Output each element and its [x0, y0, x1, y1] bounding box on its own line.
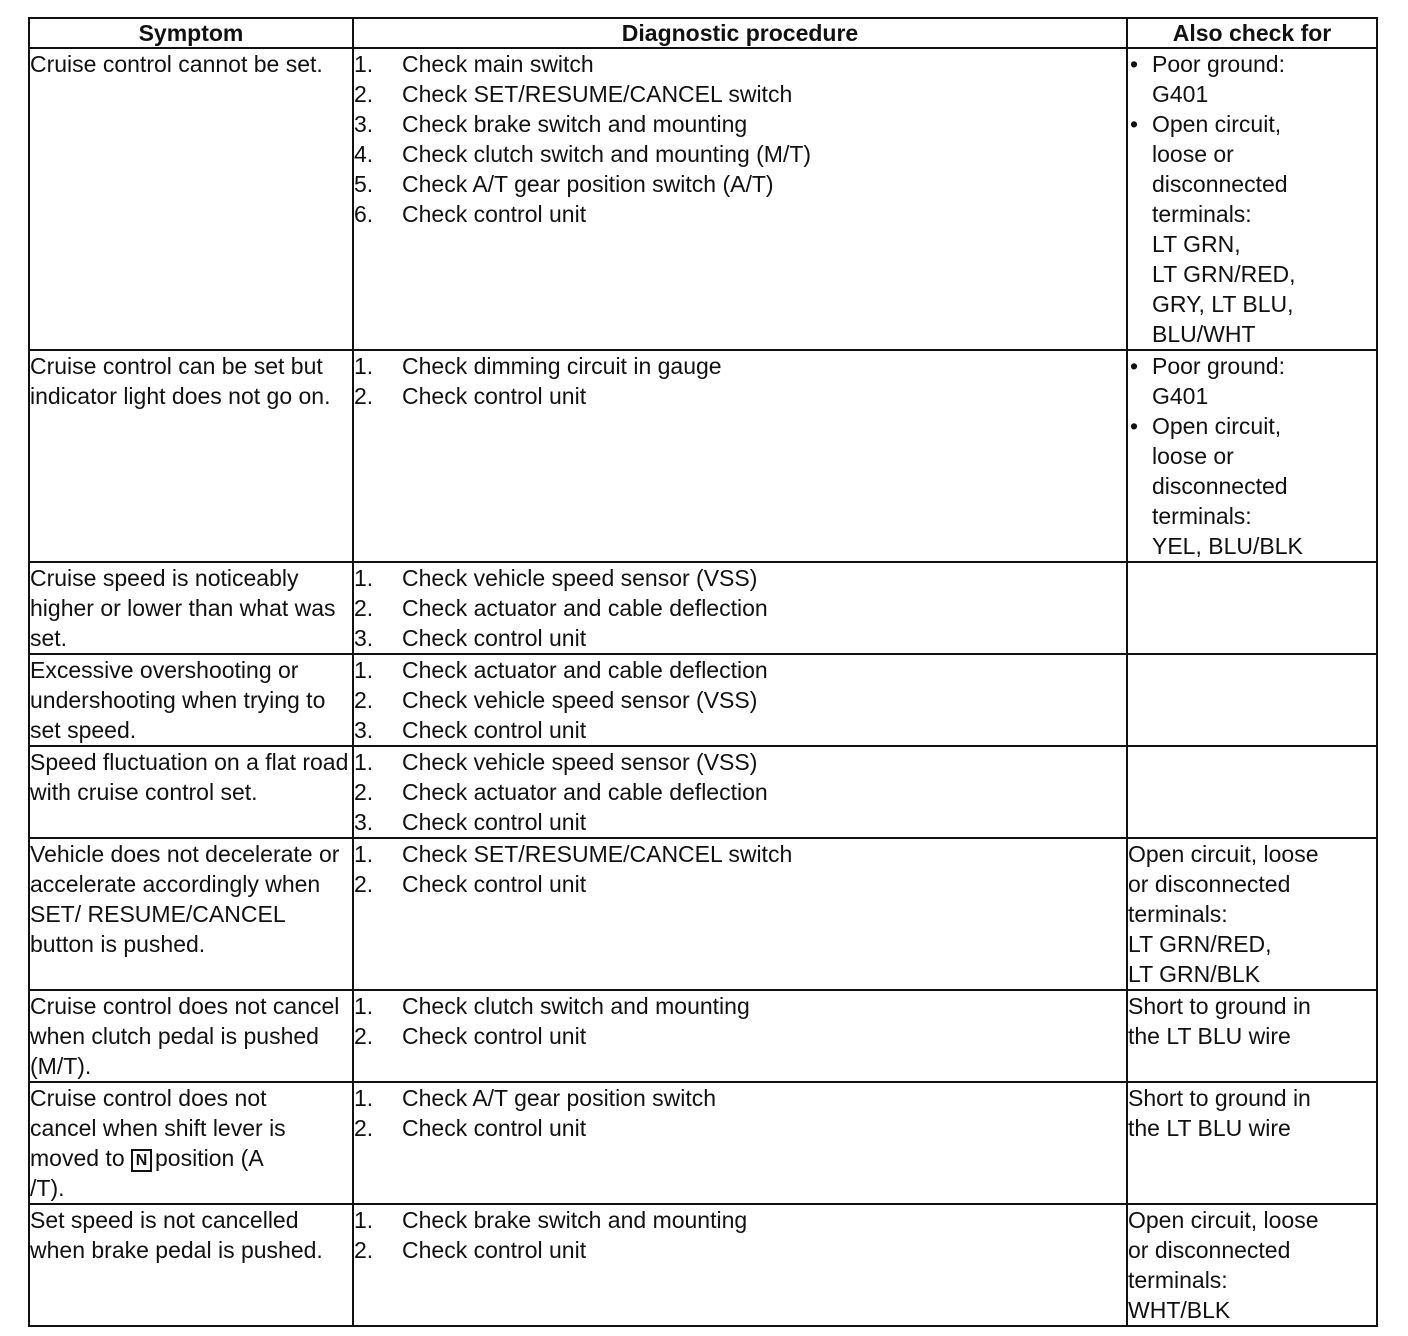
table-row	[29, 1082, 1377, 1204]
step-text: Check clutch switch and mounting (M/T)	[402, 141, 812, 167]
procedure-cell	[353, 1082, 1127, 1204]
step-number: 2.	[354, 1237, 374, 1263]
also-check-line: terminals:	[1128, 901, 1228, 927]
step-text: Check control unit	[402, 717, 587, 743]
table-row	[29, 746, 1377, 838]
step-text: Check control unit	[402, 871, 587, 897]
step-text: Check control unit	[402, 383, 587, 409]
step-number: 2.	[354, 1115, 374, 1141]
bullet-icon: •	[1130, 413, 1139, 439]
also-check-line: terminals:	[1128, 1267, 1228, 1293]
symptom-text: position (A	[155, 1145, 264, 1171]
also-check-cell	[1127, 562, 1377, 654]
also-check-cell	[1127, 990, 1377, 1082]
step-number: 3.	[354, 625, 374, 651]
table-row	[29, 48, 1377, 350]
cruise-control-troubleshooting-table	[28, 17, 1378, 1327]
step-text: Check actuator and cable deflection	[402, 657, 768, 683]
procedure-step	[354, 991, 1126, 1021]
procedure-cell	[353, 990, 1127, 1082]
also-check-cell	[1127, 746, 1377, 838]
also-check-line: Poor ground:	[1152, 353, 1285, 379]
procedure-step	[354, 807, 1126, 837]
also-check-line: loose or	[1152, 443, 1234, 469]
step-text: Check brake switch and mounting	[402, 1207, 748, 1233]
also-check-line: Open circuit,	[1152, 111, 1282, 137]
also-check-line: loose or	[1152, 141, 1234, 167]
step-number: 1.	[354, 1207, 374, 1233]
also-check-line: G401	[1152, 383, 1209, 409]
header-symptom: Symptom	[29, 18, 353, 48]
step-number: 2.	[354, 383, 374, 409]
also-check-bullet	[1128, 411, 1376, 561]
symptom-line: cancel when shift lever is	[30, 1115, 286, 1141]
also-check-cell	[1127, 654, 1377, 746]
also-check-line: YEL, BLU/BLK	[1152, 533, 1303, 559]
procedure-step	[354, 381, 1126, 411]
step-number: 1.	[354, 565, 374, 591]
step-text: Check A/T gear position switch (A/T)	[402, 171, 774, 197]
also-check-bullet	[1128, 49, 1376, 109]
step-number: 5.	[354, 171, 374, 197]
procedure-step	[354, 869, 1126, 899]
step-text: Check control unit	[402, 809, 587, 835]
also-check-line: GRY, LT BLU,	[1152, 291, 1294, 317]
also-check-line: LT GRN/RED,	[1128, 931, 1272, 957]
step-text: Check dimming circuit in gauge	[402, 353, 722, 379]
also-check-line: G401	[1152, 81, 1209, 107]
step-text: Check vehicle speed sensor (VSS)	[402, 565, 758, 591]
step-number: 1.	[354, 353, 374, 379]
symptom-cell: Cruise control cannot be set.	[29, 48, 353, 350]
step-number: 3.	[354, 111, 374, 137]
procedure-cell	[353, 838, 1127, 990]
procedure-cell	[353, 746, 1127, 838]
symptom-line	[30, 1143, 352, 1173]
also-check-line: Poor ground:	[1152, 51, 1285, 77]
procedure-step	[354, 49, 1126, 79]
also-check-line: LT GRN/RED,	[1152, 261, 1296, 287]
step-text: Check control unit	[402, 625, 587, 651]
also-check-line: or disconnected	[1128, 1237, 1291, 1263]
step-number: 3.	[354, 717, 374, 743]
symptom-cell: Cruise speed is noticeably higher or lower than what was set.	[29, 562, 353, 654]
symptom-line: /T).	[30, 1175, 65, 1201]
step-number: 4.	[354, 141, 374, 167]
step-number: 2.	[354, 81, 374, 107]
bullet-icon: •	[1130, 51, 1139, 77]
procedure-step	[354, 109, 1126, 139]
symptom-cell: Cruise control can be set but indicator light does not go on.	[29, 350, 353, 562]
symptom-cell: Set speed is not cancelled when brake pedal is pushed.	[29, 1204, 353, 1326]
procedure-cell	[353, 1204, 1127, 1326]
also-check-bullet	[1128, 109, 1376, 349]
step-text: Check actuator and cable deflection	[402, 595, 768, 621]
table-row	[29, 838, 1377, 990]
step-number: 2.	[354, 595, 374, 621]
also-check-bullet	[1128, 351, 1376, 411]
procedure-step	[354, 351, 1126, 381]
procedure-step	[354, 1083, 1126, 1113]
header-diagnostic-procedure: Diagnostic procedure	[353, 18, 1127, 48]
also-check-line: WHT/BLK	[1128, 1297, 1231, 1323]
step-number: 1.	[354, 841, 374, 867]
procedure-cell	[353, 48, 1127, 350]
procedure-cell	[353, 654, 1127, 746]
bullet-icon: •	[1130, 111, 1139, 137]
step-number: 6.	[354, 201, 374, 227]
step-text: Check control unit	[402, 1115, 587, 1141]
procedure-step	[354, 839, 1126, 869]
step-number: 1.	[354, 749, 374, 775]
procedure-step	[354, 139, 1126, 169]
symptom-text: moved to	[30, 1145, 125, 1171]
step-text: Check main switch	[402, 51, 594, 77]
also-check-line: LT GRN,	[1152, 231, 1241, 257]
procedure-step	[354, 593, 1126, 623]
procedure-cell	[353, 350, 1127, 562]
also-check-line: the LT BLU wire	[1128, 1115, 1291, 1141]
step-text: Check control unit	[402, 1237, 587, 1263]
also-check-line: Open circuit,	[1152, 413, 1282, 439]
symptom-cell: Excessive overshooting or undershooting when trying to set speed.	[29, 654, 353, 746]
also-check-line: Open circuit, loose	[1128, 1207, 1319, 1233]
also-check-line: the LT BLU wire	[1128, 1023, 1291, 1049]
table-header-row	[29, 18, 1377, 48]
step-text: Check clutch switch and mounting	[402, 993, 750, 1019]
step-number: 2.	[354, 1023, 374, 1049]
also-check-cell	[1127, 48, 1377, 350]
step-number: 3.	[354, 809, 374, 835]
procedure-step	[354, 169, 1126, 199]
step-text: Check control unit	[402, 201, 587, 227]
table-row	[29, 990, 1377, 1082]
step-number: 1.	[354, 51, 374, 77]
table-row	[29, 654, 1377, 746]
also-check-line: LT GRN/BLK	[1128, 961, 1261, 987]
procedure-step	[354, 685, 1126, 715]
step-number: 1.	[354, 1085, 374, 1111]
table-row	[29, 562, 1377, 654]
also-check-line: or disconnected	[1128, 871, 1291, 897]
procedure-step	[354, 79, 1126, 109]
also-check-line: disconnected	[1152, 171, 1288, 197]
procedure-step	[354, 199, 1126, 229]
procedure-step	[354, 1235, 1126, 1265]
also-check-cell	[1127, 350, 1377, 562]
step-number: 1.	[354, 993, 374, 1019]
procedure-step	[354, 1205, 1126, 1235]
procedure-step	[354, 1021, 1126, 1051]
step-number: 2.	[354, 779, 374, 805]
symptom-cell: Cruise control does not cancel when clutch pedal is pushed (M/T).	[29, 990, 353, 1082]
step-number: 1.	[354, 657, 374, 683]
procedure-step	[354, 747, 1126, 777]
step-text: Check brake switch and mounting	[402, 111, 748, 137]
step-text: Check actuator and cable deflection	[402, 779, 768, 805]
procedure-cell	[353, 562, 1127, 654]
also-check-line: BLU/WHT	[1152, 321, 1256, 347]
table-row	[29, 350, 1377, 562]
procedure-step	[354, 777, 1126, 807]
symptom-cell	[29, 1082, 353, 1204]
bullet-icon: •	[1130, 353, 1139, 379]
step-number: 2.	[354, 687, 374, 713]
step-text: Check SET/RESUME/CANCEL switch	[402, 81, 793, 107]
step-number: 2.	[354, 871, 374, 897]
procedure-step	[354, 563, 1126, 593]
symptom-cell: Vehicle does not decelerate or accelerate accordingly when SET/ RESUME/CANCEL button is pushed.	[29, 838, 353, 990]
also-check-cell	[1127, 838, 1377, 990]
procedure-step	[354, 655, 1126, 685]
procedure-step	[354, 715, 1126, 745]
step-text: Check A/T gear position switch	[402, 1085, 717, 1111]
header-also-check-for: Also check for	[1127, 18, 1377, 48]
also-check-cell	[1127, 1204, 1377, 1326]
step-text: Check control unit	[402, 1023, 587, 1049]
also-check-line: terminals:	[1152, 503, 1252, 529]
also-check-line: Short to ground in	[1128, 993, 1311, 1019]
also-check-line: Open circuit, loose	[1128, 841, 1319, 867]
symptom-cell: Speed fluctuation on a flat road with cruise control set.	[29, 746, 353, 838]
also-check-line: Short to ground in	[1128, 1085, 1311, 1111]
procedure-step	[354, 1113, 1126, 1143]
also-check-line: disconnected	[1152, 473, 1288, 499]
table-row	[29, 1204, 1377, 1326]
neutral-position-icon: N	[131, 1149, 152, 1172]
procedure-step	[354, 623, 1126, 653]
also-check-line: terminals:	[1152, 201, 1252, 227]
also-check-cell	[1127, 1082, 1377, 1204]
step-text: Check vehicle speed sensor (VSS)	[402, 749, 758, 775]
symptom-line: Cruise control does not	[30, 1085, 267, 1111]
step-text: Check vehicle speed sensor (VSS)	[402, 687, 758, 713]
step-text: Check SET/RESUME/CANCEL switch	[402, 841, 793, 867]
